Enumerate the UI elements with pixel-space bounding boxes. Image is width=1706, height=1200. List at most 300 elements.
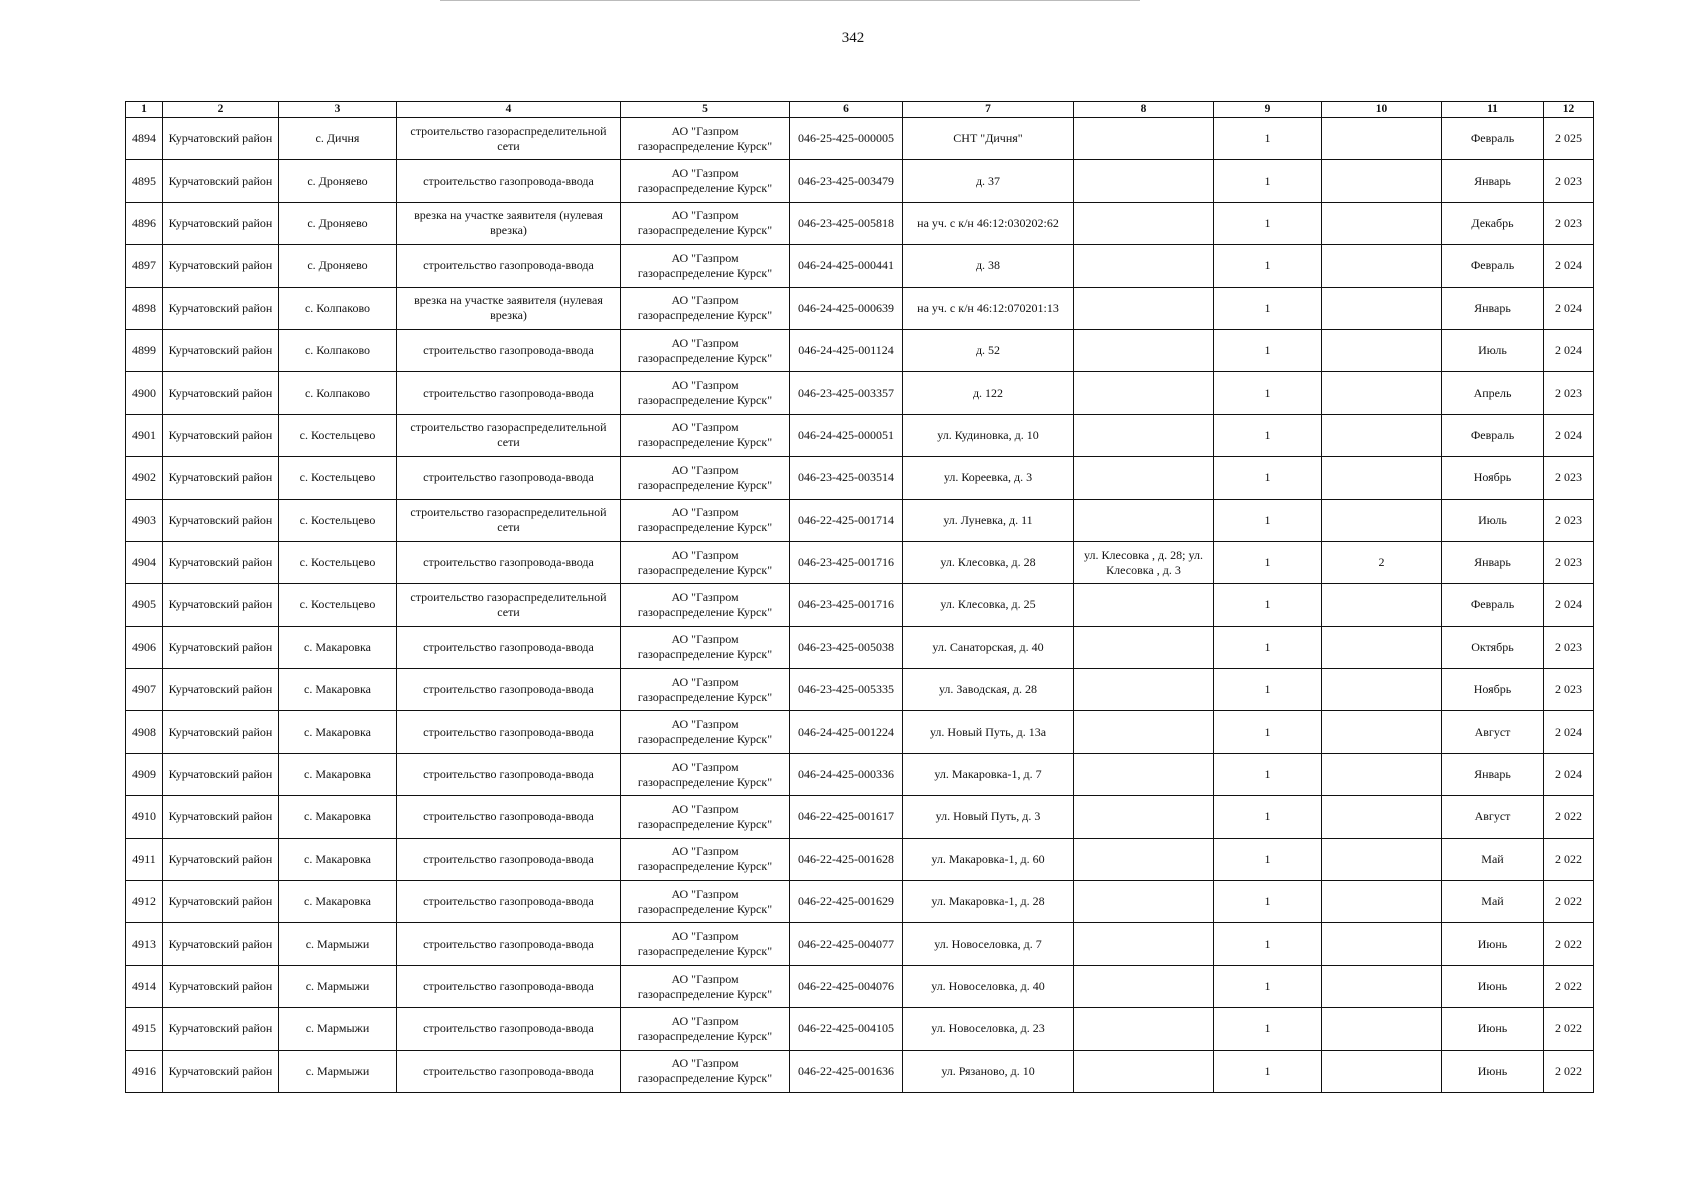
note-cell: [1074, 838, 1214, 880]
month-cell: Август: [1442, 796, 1544, 838]
month-cell: Июнь: [1442, 1050, 1544, 1092]
address-cell: ул. Новоселовка, д. 23: [903, 1008, 1074, 1050]
table-row: [126, 329, 1594, 371]
count-cell: 1: [1214, 584, 1322, 626]
count-cell: 1: [1214, 287, 1322, 329]
month-cell: Январь: [1442, 160, 1544, 202]
address-cell: ул. Новоселовка, д. 7: [903, 923, 1074, 965]
year-cell: 2 024: [1544, 753, 1594, 795]
extra-cell: [1322, 753, 1442, 795]
work-type-cell: строительство газораспределительной сети: [397, 414, 621, 456]
organization-cell: АО "Газпром газораспределение Курск": [621, 838, 790, 880]
address-cell: на уч. с к/н 46:12:030202:62: [903, 202, 1074, 244]
extra-cell: [1322, 711, 1442, 753]
village-cell: с. Костельцево: [279, 457, 397, 499]
count-cell: 1: [1214, 881, 1322, 923]
village-cell: с. Дроняево: [279, 160, 397, 202]
row-number-cell: 4910: [126, 796, 163, 838]
organization-cell: АО "Газпром газораспределение Курск": [621, 541, 790, 583]
work-type-cell: строительство газопровода-ввода: [397, 753, 621, 795]
address-cell: ул. Макаровка-1, д. 28: [903, 881, 1074, 923]
note-cell: [1074, 1050, 1214, 1092]
count-cell: 1: [1214, 499, 1322, 541]
extra-cell: [1322, 965, 1442, 1007]
work-type-cell: строительство газораспределительной сети: [397, 118, 621, 160]
row-number-cell: 4896: [126, 202, 163, 244]
extra-cell: 2: [1322, 541, 1442, 583]
extra-cell: [1322, 881, 1442, 923]
organization-cell: АО "Газпром газораспределение Курск": [621, 796, 790, 838]
work-type-cell: строительство газораспределительной сети: [397, 584, 621, 626]
column-header: 3: [279, 102, 397, 118]
year-cell: 2 023: [1544, 669, 1594, 711]
note-cell: [1074, 753, 1214, 795]
month-cell: Май: [1442, 881, 1544, 923]
village-cell: с. Макаровка: [279, 626, 397, 668]
table-row: [126, 1008, 1594, 1050]
month-cell: Апрель: [1442, 372, 1544, 414]
organization-cell: АО "Газпром газораспределение Курск": [621, 118, 790, 160]
column-header: 12: [1544, 102, 1594, 118]
extra-cell: [1322, 202, 1442, 244]
address-cell: д. 52: [903, 329, 1074, 371]
district-cell: Курчатовский район: [163, 923, 279, 965]
address-cell: ул. Заводская, д. 28: [903, 669, 1074, 711]
note-cell: [1074, 372, 1214, 414]
extra-cell: [1322, 245, 1442, 287]
work-type-cell: строительство газопровода-ввода: [397, 711, 621, 753]
work-type-cell: врезка на участке заявителя (нулевая врезка): [397, 202, 621, 244]
village-cell: с. Костельцево: [279, 414, 397, 456]
extra-cell: [1322, 838, 1442, 880]
table-row: [126, 457, 1594, 499]
month-cell: Январь: [1442, 753, 1544, 795]
application-code-cell: 046-22-425-001714: [790, 499, 903, 541]
count-cell: 1: [1214, 669, 1322, 711]
application-code-cell: 046-23-425-003514: [790, 457, 903, 499]
column-header: 9: [1214, 102, 1322, 118]
row-number-cell: 4895: [126, 160, 163, 202]
month-cell: Июль: [1442, 329, 1544, 371]
address-cell: ул. Кореевка, д. 3: [903, 457, 1074, 499]
work-type-cell: строительство газопровода-ввода: [397, 796, 621, 838]
village-cell: с. Макаровка: [279, 881, 397, 923]
year-cell: 2 024: [1544, 414, 1594, 456]
extra-cell: [1322, 414, 1442, 456]
village-cell: с. Мармыжи: [279, 1008, 397, 1050]
row-number-cell: 4915: [126, 1008, 163, 1050]
table-row: [126, 414, 1594, 456]
row-number-cell: 4912: [126, 881, 163, 923]
top-scan-rule: [440, 0, 1140, 1]
address-cell: ул. Кудиновка, д. 10: [903, 414, 1074, 456]
district-cell: Курчатовский район: [163, 881, 279, 923]
table-row: [126, 245, 1594, 287]
district-cell: Курчатовский район: [163, 202, 279, 244]
table-row: [126, 796, 1594, 838]
work-type-cell: строительство газопровода-ввода: [397, 372, 621, 414]
work-type-cell: строительство газопровода-ввода: [397, 965, 621, 1007]
year-cell: 2 024: [1544, 329, 1594, 371]
year-cell: 2 023: [1544, 499, 1594, 541]
work-type-cell: строительство газопровода-ввода: [397, 881, 621, 923]
month-cell: Февраль: [1442, 118, 1544, 160]
village-cell: с. Мармыжи: [279, 923, 397, 965]
work-type-cell: врезка на участке заявителя (нулевая врезка): [397, 287, 621, 329]
column-header: 4: [397, 102, 621, 118]
column-header: 7: [903, 102, 1074, 118]
extra-cell: [1322, 923, 1442, 965]
organization-cell: АО "Газпром газораспределение Курск": [621, 202, 790, 244]
note-cell: [1074, 796, 1214, 838]
organization-cell: АО "Газпром газораспределение Курск": [621, 287, 790, 329]
month-cell: Август: [1442, 711, 1544, 753]
village-cell: с. Колпаково: [279, 372, 397, 414]
application-code-cell: 046-24-425-001124: [790, 329, 903, 371]
year-cell: 2 025: [1544, 118, 1594, 160]
village-cell: с. Костельцево: [279, 541, 397, 583]
work-type-cell: строительство газопровода-ввода: [397, 245, 621, 287]
year-cell: 2 022: [1544, 881, 1594, 923]
village-cell: с. Колпаково: [279, 329, 397, 371]
column-header: 1: [126, 102, 163, 118]
count-cell: 1: [1214, 838, 1322, 880]
village-cell: с. Мармыжи: [279, 965, 397, 1007]
row-number-cell: 4901: [126, 414, 163, 456]
column-header: 8: [1074, 102, 1214, 118]
year-cell: 2 023: [1544, 457, 1594, 499]
organization-cell: АО "Газпром газораспределение Курск": [621, 499, 790, 541]
note-cell: [1074, 965, 1214, 1007]
extra-cell: [1322, 457, 1442, 499]
organization-cell: АО "Газпром газораспределение Курск": [621, 329, 790, 371]
application-code-cell: 046-25-425-000005: [790, 118, 903, 160]
application-code-cell: 046-24-425-000051: [790, 414, 903, 456]
column-header: 6: [790, 102, 903, 118]
extra-cell: [1322, 584, 1442, 626]
application-code-cell: 046-22-425-001629: [790, 881, 903, 923]
work-type-cell: строительство газопровода-ввода: [397, 838, 621, 880]
month-cell: Январь: [1442, 541, 1544, 583]
month-cell: Май: [1442, 838, 1544, 880]
extra-cell: [1322, 160, 1442, 202]
organization-cell: АО "Газпром газораспределение Курск": [621, 584, 790, 626]
year-cell: 2 023: [1544, 541, 1594, 583]
count-cell: 1: [1214, 796, 1322, 838]
table-row: [126, 1050, 1594, 1092]
application-code-cell: 046-24-425-001224: [790, 711, 903, 753]
note-cell: [1074, 669, 1214, 711]
note-cell: [1074, 923, 1214, 965]
count-cell: 1: [1214, 541, 1322, 583]
count-cell: 1: [1214, 923, 1322, 965]
row-number-cell: 4900: [126, 372, 163, 414]
application-code-cell: 046-23-425-005038: [790, 626, 903, 668]
organization-cell: АО "Газпром газораспределение Курск": [621, 160, 790, 202]
note-cell: ул. Клесовка , д. 28; ул. Клесовка , д. 3: [1074, 541, 1214, 583]
extra-cell: [1322, 118, 1442, 160]
extra-cell: [1322, 287, 1442, 329]
application-code-cell: 046-22-425-004105: [790, 1008, 903, 1050]
note-cell: [1074, 584, 1214, 626]
row-number-cell: 4902: [126, 457, 163, 499]
month-cell: Июнь: [1442, 965, 1544, 1007]
village-cell: с. Дичня: [279, 118, 397, 160]
work-type-cell: строительство газопровода-ввода: [397, 923, 621, 965]
row-number-cell: 4914: [126, 965, 163, 1007]
district-cell: Курчатовский район: [163, 584, 279, 626]
count-cell: 1: [1214, 372, 1322, 414]
village-cell: с. Колпаково: [279, 287, 397, 329]
month-cell: Ноябрь: [1442, 669, 1544, 711]
district-cell: Курчатовский район: [163, 160, 279, 202]
village-cell: с. Макаровка: [279, 711, 397, 753]
column-header: 10: [1322, 102, 1442, 118]
year-cell: 2 023: [1544, 372, 1594, 414]
organization-cell: АО "Газпром газораспределение Курск": [621, 965, 790, 1007]
address-cell: ул. Макаровка-1, д. 7: [903, 753, 1074, 795]
organization-cell: АО "Газпром газораспределение Курск": [621, 753, 790, 795]
count-cell: 1: [1214, 414, 1322, 456]
address-cell: ул. Санаторская, д. 40: [903, 626, 1074, 668]
row-number-cell: 4903: [126, 499, 163, 541]
organization-cell: АО "Газпром газораспределение Курск": [621, 372, 790, 414]
district-cell: Курчатовский район: [163, 753, 279, 795]
table-row: [126, 541, 1594, 583]
application-code-cell: 046-23-425-005818: [790, 202, 903, 244]
table-row: [126, 584, 1594, 626]
count-cell: 1: [1214, 329, 1322, 371]
village-cell: с. Макаровка: [279, 669, 397, 711]
year-cell: 2 022: [1544, 1050, 1594, 1092]
district-cell: Курчатовский район: [163, 796, 279, 838]
district-cell: Курчатовский район: [163, 372, 279, 414]
table-row: [126, 838, 1594, 880]
district-cell: Курчатовский район: [163, 669, 279, 711]
address-cell: ул. Рязаново, д. 10: [903, 1050, 1074, 1092]
application-code-cell: 046-24-425-000639: [790, 287, 903, 329]
column-header: 11: [1442, 102, 1544, 118]
district-cell: Курчатовский район: [163, 287, 279, 329]
application-code-cell: 046-24-425-000336: [790, 753, 903, 795]
organization-cell: АО "Газпром газораспределение Курск": [621, 923, 790, 965]
row-number-cell: 4894: [126, 118, 163, 160]
table-row: [126, 753, 1594, 795]
address-cell: д. 37: [903, 160, 1074, 202]
address-cell: ул. Клесовка, д. 25: [903, 584, 1074, 626]
organization-cell: АО "Газпром газораспределение Курск": [621, 457, 790, 499]
district-cell: Курчатовский район: [163, 329, 279, 371]
application-code-cell: 046-24-425-000441: [790, 245, 903, 287]
note-cell: [1074, 160, 1214, 202]
table-row: [126, 372, 1594, 414]
district-cell: Курчатовский район: [163, 457, 279, 499]
district-cell: Курчатовский район: [163, 499, 279, 541]
row-number-cell: 4908: [126, 711, 163, 753]
year-cell: 2 024: [1544, 584, 1594, 626]
column-header: 2: [163, 102, 279, 118]
month-cell: Июль: [1442, 499, 1544, 541]
page-number: 342: [841, 30, 865, 46]
month-cell: Январь: [1442, 287, 1544, 329]
work-type-cell: строительство газопровода-ввода: [397, 669, 621, 711]
row-number-cell: 4904: [126, 541, 163, 583]
note-cell: [1074, 414, 1214, 456]
organization-cell: АО "Газпром газораспределение Курск": [621, 626, 790, 668]
district-cell: Курчатовский район: [163, 1050, 279, 1092]
village-cell: с. Макаровка: [279, 796, 397, 838]
note-cell: [1074, 711, 1214, 753]
year-cell: 2 023: [1544, 160, 1594, 202]
month-cell: Февраль: [1442, 584, 1544, 626]
village-cell: с. Макаровка: [279, 753, 397, 795]
column-number-row: [126, 102, 1594, 118]
work-type-cell: строительство газопровода-ввода: [397, 329, 621, 371]
extra-cell: [1322, 796, 1442, 838]
table-row: [126, 669, 1594, 711]
application-code-cell: 046-23-425-001716: [790, 541, 903, 583]
row-number-cell: 4916: [126, 1050, 163, 1092]
work-type-cell: строительство газопровода-ввода: [397, 541, 621, 583]
organization-cell: АО "Газпром газораспределение Курск": [621, 711, 790, 753]
village-cell: с. Макаровка: [279, 838, 397, 880]
count-cell: 1: [1214, 457, 1322, 499]
count-cell: 1: [1214, 753, 1322, 795]
table-row: [126, 118, 1594, 160]
organization-cell: АО "Газпром газораспределение Курск": [621, 414, 790, 456]
district-cell: Курчатовский район: [163, 711, 279, 753]
address-cell: ул. Клесовка, д. 28: [903, 541, 1074, 583]
table-row: [126, 881, 1594, 923]
year-cell: 2 022: [1544, 838, 1594, 880]
extra-cell: [1322, 669, 1442, 711]
district-cell: Курчатовский район: [163, 1008, 279, 1050]
note-cell: [1074, 329, 1214, 371]
application-code-cell: 046-23-425-003357: [790, 372, 903, 414]
count-cell: 1: [1214, 1008, 1322, 1050]
month-cell: Декабрь: [1442, 202, 1544, 244]
year-cell: 2 024: [1544, 711, 1594, 753]
count-cell: 1: [1214, 202, 1322, 244]
extra-cell: [1322, 1008, 1442, 1050]
row-number-cell: 4899: [126, 329, 163, 371]
year-cell: 2 022: [1544, 1008, 1594, 1050]
extra-cell: [1322, 372, 1442, 414]
village-cell: с. Мармыжи: [279, 1050, 397, 1092]
organization-cell: АО "Газпром газораспределение Курск": [621, 245, 790, 287]
row-number-cell: 4909: [126, 753, 163, 795]
note-cell: [1074, 881, 1214, 923]
district-cell: Курчатовский район: [163, 245, 279, 287]
row-number-cell: 4911: [126, 838, 163, 880]
village-cell: с. Костельцево: [279, 584, 397, 626]
application-code-cell: 046-22-425-001636: [790, 1050, 903, 1092]
address-cell: ул. Луневка, д. 11: [903, 499, 1074, 541]
application-code-cell: 046-23-425-003479: [790, 160, 903, 202]
organization-cell: АО "Газпром газораспределение Курск": [621, 669, 790, 711]
address-cell: на уч. с к/н 46:12:070201:13: [903, 287, 1074, 329]
year-cell: 2 024: [1544, 245, 1594, 287]
month-cell: Ноябрь: [1442, 457, 1544, 499]
village-cell: с. Дроняево: [279, 245, 397, 287]
application-code-cell: 046-22-425-001617: [790, 796, 903, 838]
address-cell: ул. Новый Путь, д. 13а: [903, 711, 1074, 753]
district-cell: Курчатовский район: [163, 541, 279, 583]
row-number-cell: 4906: [126, 626, 163, 668]
month-cell: Февраль: [1442, 414, 1544, 456]
extra-cell: [1322, 626, 1442, 668]
application-code-cell: 046-22-425-004076: [790, 965, 903, 1007]
table-row: [126, 965, 1594, 1007]
organization-cell: АО "Газпром газораспределение Курск": [621, 1008, 790, 1050]
year-cell: 2 022: [1544, 965, 1594, 1007]
table-row: [126, 287, 1594, 329]
note-cell: [1074, 457, 1214, 499]
row-number-cell: 4897: [126, 245, 163, 287]
village-cell: с. Костельцево: [279, 499, 397, 541]
work-type-cell: строительство газопровода-ввода: [397, 1050, 621, 1092]
count-cell: 1: [1214, 965, 1322, 1007]
month-cell: Июнь: [1442, 1008, 1544, 1050]
application-code-cell: 046-23-425-005335: [790, 669, 903, 711]
note-cell: [1074, 202, 1214, 244]
village-cell: с. Дроняево: [279, 202, 397, 244]
month-cell: Июнь: [1442, 923, 1544, 965]
year-cell: 2 022: [1544, 796, 1594, 838]
note-cell: [1074, 1008, 1214, 1050]
district-cell: Курчатовский район: [163, 838, 279, 880]
table-row: [126, 923, 1594, 965]
note-cell: [1074, 499, 1214, 541]
row-number-cell: 4905: [126, 584, 163, 626]
count-cell: 1: [1214, 118, 1322, 160]
table-row: [126, 626, 1594, 668]
district-cell: Курчатовский район: [163, 965, 279, 1007]
year-cell: 2 022: [1544, 923, 1594, 965]
count-cell: 1: [1214, 711, 1322, 753]
table-row: [126, 160, 1594, 202]
year-cell: 2 023: [1544, 626, 1594, 668]
work-type-cell: строительство газопровода-ввода: [397, 457, 621, 499]
address-cell: ул. Новый Путь, д. 3: [903, 796, 1074, 838]
district-cell: Курчатовский район: [163, 414, 279, 456]
year-cell: 2 023: [1544, 202, 1594, 244]
year-cell: 2 024: [1544, 287, 1594, 329]
work-type-cell: строительство газопровода-ввода: [397, 160, 621, 202]
application-code-cell: 046-22-425-004077: [790, 923, 903, 965]
note-cell: [1074, 118, 1214, 160]
extra-cell: [1322, 1050, 1442, 1092]
row-number-cell: 4907: [126, 669, 163, 711]
table-row: [126, 202, 1594, 244]
gas-connection-table: [125, 101, 1594, 1093]
application-code-cell: 046-22-425-001628: [790, 838, 903, 880]
note-cell: [1074, 245, 1214, 287]
address-cell: д. 122: [903, 372, 1074, 414]
table-row: [126, 499, 1594, 541]
note-cell: [1074, 287, 1214, 329]
month-cell: Февраль: [1442, 245, 1544, 287]
column-header: 5: [621, 102, 790, 118]
note-cell: [1074, 626, 1214, 668]
count-cell: 1: [1214, 1050, 1322, 1092]
count-cell: 1: [1214, 245, 1322, 287]
address-cell: д. 38: [903, 245, 1074, 287]
count-cell: 1: [1214, 626, 1322, 668]
address-cell: СНТ "Дичня": [903, 118, 1074, 160]
district-cell: Курчатовский район: [163, 626, 279, 668]
organization-cell: АО "Газпром газораспределение Курск": [621, 881, 790, 923]
